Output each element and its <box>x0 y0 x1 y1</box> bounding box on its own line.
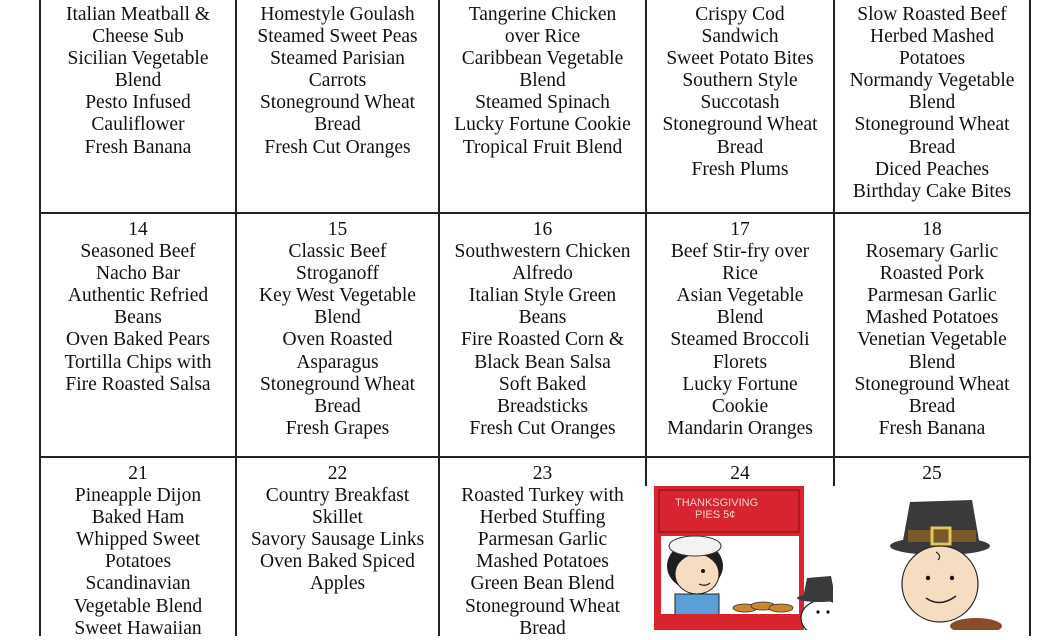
day-cell <box>41 463 235 640</box>
menu-item: Asparagus <box>296 351 379 373</box>
menu-item: Lucky Fortune Cookie <box>454 114 631 136</box>
menu-item: Steamed Broccoli <box>670 329 810 351</box>
menu-item: Blend <box>314 307 361 329</box>
snoopy-eye <box>816 610 819 613</box>
menu-item: Steamed Sweet Peas <box>257 26 418 48</box>
menu-item: Apples <box>309 573 366 595</box>
day-cell <box>440 4 645 159</box>
menu-item: Lucky Fortune <box>682 373 798 395</box>
menu-item: Beans <box>518 307 567 329</box>
menu-item: Classic Beef <box>288 241 387 263</box>
snoopy-head <box>801 600 833 630</box>
menu-item: Bread <box>908 395 956 417</box>
menu-item: Birthday Cake Bites <box>852 180 1012 202</box>
day-cell <box>440 219 645 440</box>
menu-item: Key West Vegetable <box>259 285 416 307</box>
menu-item: Potatoes <box>104 551 172 573</box>
menu-item: Black Bean Salsa <box>474 351 611 373</box>
menu-item: Florets <box>712 351 768 373</box>
menu-item: Potatoes <box>898 48 966 70</box>
menu-item: Southern Style <box>682 70 798 92</box>
menu-item: Rosemary Garlic <box>865 241 999 263</box>
day-cell <box>237 463 438 596</box>
menu-item: Bread <box>314 114 361 136</box>
menu-item: Whipped Sweet <box>75 529 200 551</box>
menu-item: Fresh Cut Oranges <box>264 136 411 158</box>
menu-item: Pesto Infused <box>85 92 191 114</box>
menu-item: Oven Roasted <box>282 329 393 351</box>
day-cell <box>237 219 438 440</box>
boy-eye <box>950 576 954 580</box>
menu-item: Scandinavian <box>85 573 191 595</box>
menu-item: Carrots <box>308 70 367 92</box>
row-divider <box>39 212 1031 214</box>
menu-item: Italian Meatball & <box>65 4 211 25</box>
menu-item: Mashed Potatoes <box>476 551 609 573</box>
day-number: 17 <box>730 219 750 240</box>
day-cell <box>237 4 438 159</box>
menu-item: over Rice <box>504 26 581 48</box>
pie-icon <box>769 604 793 612</box>
day-cell <box>41 4 235 159</box>
menu-item: Parmesan Garlic <box>867 285 997 307</box>
menu-item: Stoneground Wheat <box>259 92 416 114</box>
menu-item: Seasoned Beef <box>80 241 196 263</box>
menu-item: Diced Peaches <box>874 158 990 180</box>
day-number: 14 <box>128 219 148 240</box>
menu-item: Tropical Fruit Blend <box>462 136 623 158</box>
menu-item: Herbed Mashed <box>870 26 994 48</box>
menu-item: Southwestern Chicken <box>454 241 631 263</box>
booth-sign-line: PIES 5¢ <box>695 509 736 521</box>
menu-item: Fire Roasted Corn & <box>460 329 625 351</box>
menu-item: Parmesan Garlic <box>477 529 608 551</box>
menu-item: Roasted Turkey with <box>461 485 624 507</box>
day-cell <box>647 4 833 181</box>
pilgrim-boy-illustration <box>880 486 1030 630</box>
menu-item: Stoneground Wheat <box>854 373 1010 395</box>
menu-item: Mashed Potatoes <box>865 307 999 329</box>
row-divider <box>39 456 1031 458</box>
menu-item: Succotash <box>700 92 780 114</box>
menu-item: Cookie <box>711 395 769 417</box>
menu-item: Blend <box>716 307 764 329</box>
day-cell <box>835 463 1029 485</box>
day-cell <box>835 219 1029 440</box>
menu-item: Authentic Refried <box>67 285 209 307</box>
day-number: 16 <box>532 219 553 240</box>
menu-item: Bread <box>908 136 956 158</box>
menu-item: Stoneground Wheat <box>854 114 1010 136</box>
menu-item: Fresh Plums <box>691 158 789 180</box>
menu-item: Soft Baked <box>498 373 587 395</box>
menu-item: Steamed Spinach <box>475 92 610 114</box>
menu-item: Normandy Vegetable <box>849 70 1015 92</box>
menu-item: Sandwich <box>701 26 779 48</box>
menu-item: Blend <box>908 92 956 114</box>
menu-item: Stoneground Wheat <box>464 595 621 617</box>
menu-item: Steamed Parisian <box>270 48 405 70</box>
girl-face <box>675 554 719 594</box>
menu-item: Beans <box>114 307 162 329</box>
menu-item: Asian Vegetable <box>676 285 804 307</box>
menu-item: Fresh Banana <box>878 417 986 439</box>
menu-item: Fire Roasted Salsa <box>65 373 211 395</box>
menu-item: Crispy Cod <box>695 4 785 25</box>
day-number: 15 <box>327 219 348 240</box>
menu-item: Roasted Pork <box>879 263 985 285</box>
menu-item: Italian Style Green <box>468 285 617 307</box>
menu-item: Green Bean Blend <box>470 573 615 595</box>
menu-item: Skillet <box>312 507 363 529</box>
menu-item: Blend <box>519 70 566 92</box>
menu-item: Savory Sausage Links <box>250 529 425 551</box>
menu-item: Bread <box>716 136 764 158</box>
pie-booth-illustration <box>653 486 833 630</box>
menu-item: Oven Baked Spiced <box>260 551 415 573</box>
menu-item: Mandarin Oranges <box>667 417 813 439</box>
menu-item: Fresh Banana <box>84 136 192 158</box>
menu-item: Fresh Grapes <box>285 417 390 439</box>
menu-item: Beef Stir-fry over <box>670 241 810 263</box>
menu-item: Tortilla Chips with <box>64 351 212 373</box>
menu-item: Sicilian Vegetable <box>67 48 209 70</box>
menu-item: Rice <box>722 263 758 285</box>
menu-item: Baked Ham <box>91 507 185 529</box>
day-cell <box>835 4 1029 203</box>
snoopy-eye <box>826 610 829 613</box>
chef-hat <box>669 536 721 556</box>
menu-item: Blend <box>114 70 162 92</box>
day-cell <box>647 219 833 440</box>
menu-item: Venetian Vegetable <box>857 329 1007 351</box>
day-cell <box>440 463 645 640</box>
menu-item: Nacho Bar <box>96 263 180 285</box>
booth-counter <box>661 614 799 630</box>
menu-item: Stroganoff <box>295 263 380 285</box>
menu-item: Sweet Potato Bites <box>666 48 814 70</box>
menu-item: Breadsticks <box>497 395 588 417</box>
day-cell <box>647 463 833 485</box>
menu-item: Fresh Cut Oranges <box>469 417 616 439</box>
menu-item: Tangerine Chicken <box>468 4 617 25</box>
menu-item: Vegetable Blend <box>73 595 203 617</box>
day-number: 24 <box>730 463 750 484</box>
menu-item: Alfredo <box>512 263 573 285</box>
boy-eye <box>926 576 930 580</box>
menu-item: Caribbean Vegetable <box>461 48 624 70</box>
menu-item: Oven Baked Pears <box>65 329 211 351</box>
day-number: 23 <box>532 463 553 484</box>
menu-item: Country Breakfast <box>265 485 410 507</box>
menu-item: Cauliflower <box>91 114 185 136</box>
menu-item: Bread <box>314 395 361 417</box>
menu-item: Sweet Hawaiian <box>74 617 202 639</box>
booth-sign-line: THANKSGIVING <box>675 497 759 509</box>
girl-eye <box>701 569 705 573</box>
menu-item: Slow Roasted Beef <box>857 4 1007 25</box>
menu-item: Blend <box>908 351 956 373</box>
day-number: 21 <box>128 463 148 484</box>
menu-item: Stoneground Wheat <box>662 114 818 136</box>
day-number: 25 <box>922 463 942 484</box>
menu-item: Bread <box>519 617 566 639</box>
menu-item: Stoneground Wheat <box>259 373 416 395</box>
pie-plate-icon <box>950 618 1002 630</box>
day-number: 18 <box>922 219 942 240</box>
day-cell <box>41 219 235 396</box>
hat-band <box>908 530 976 542</box>
menu-item: Cheese Sub <box>92 26 184 48</box>
menu-item: Herbed Stuffing <box>479 507 606 529</box>
menu-item: Pineapple Dijon <box>74 485 202 507</box>
menu-item: Homestyle Goulash <box>260 4 415 25</box>
day-number: 22 <box>327 463 348 484</box>
